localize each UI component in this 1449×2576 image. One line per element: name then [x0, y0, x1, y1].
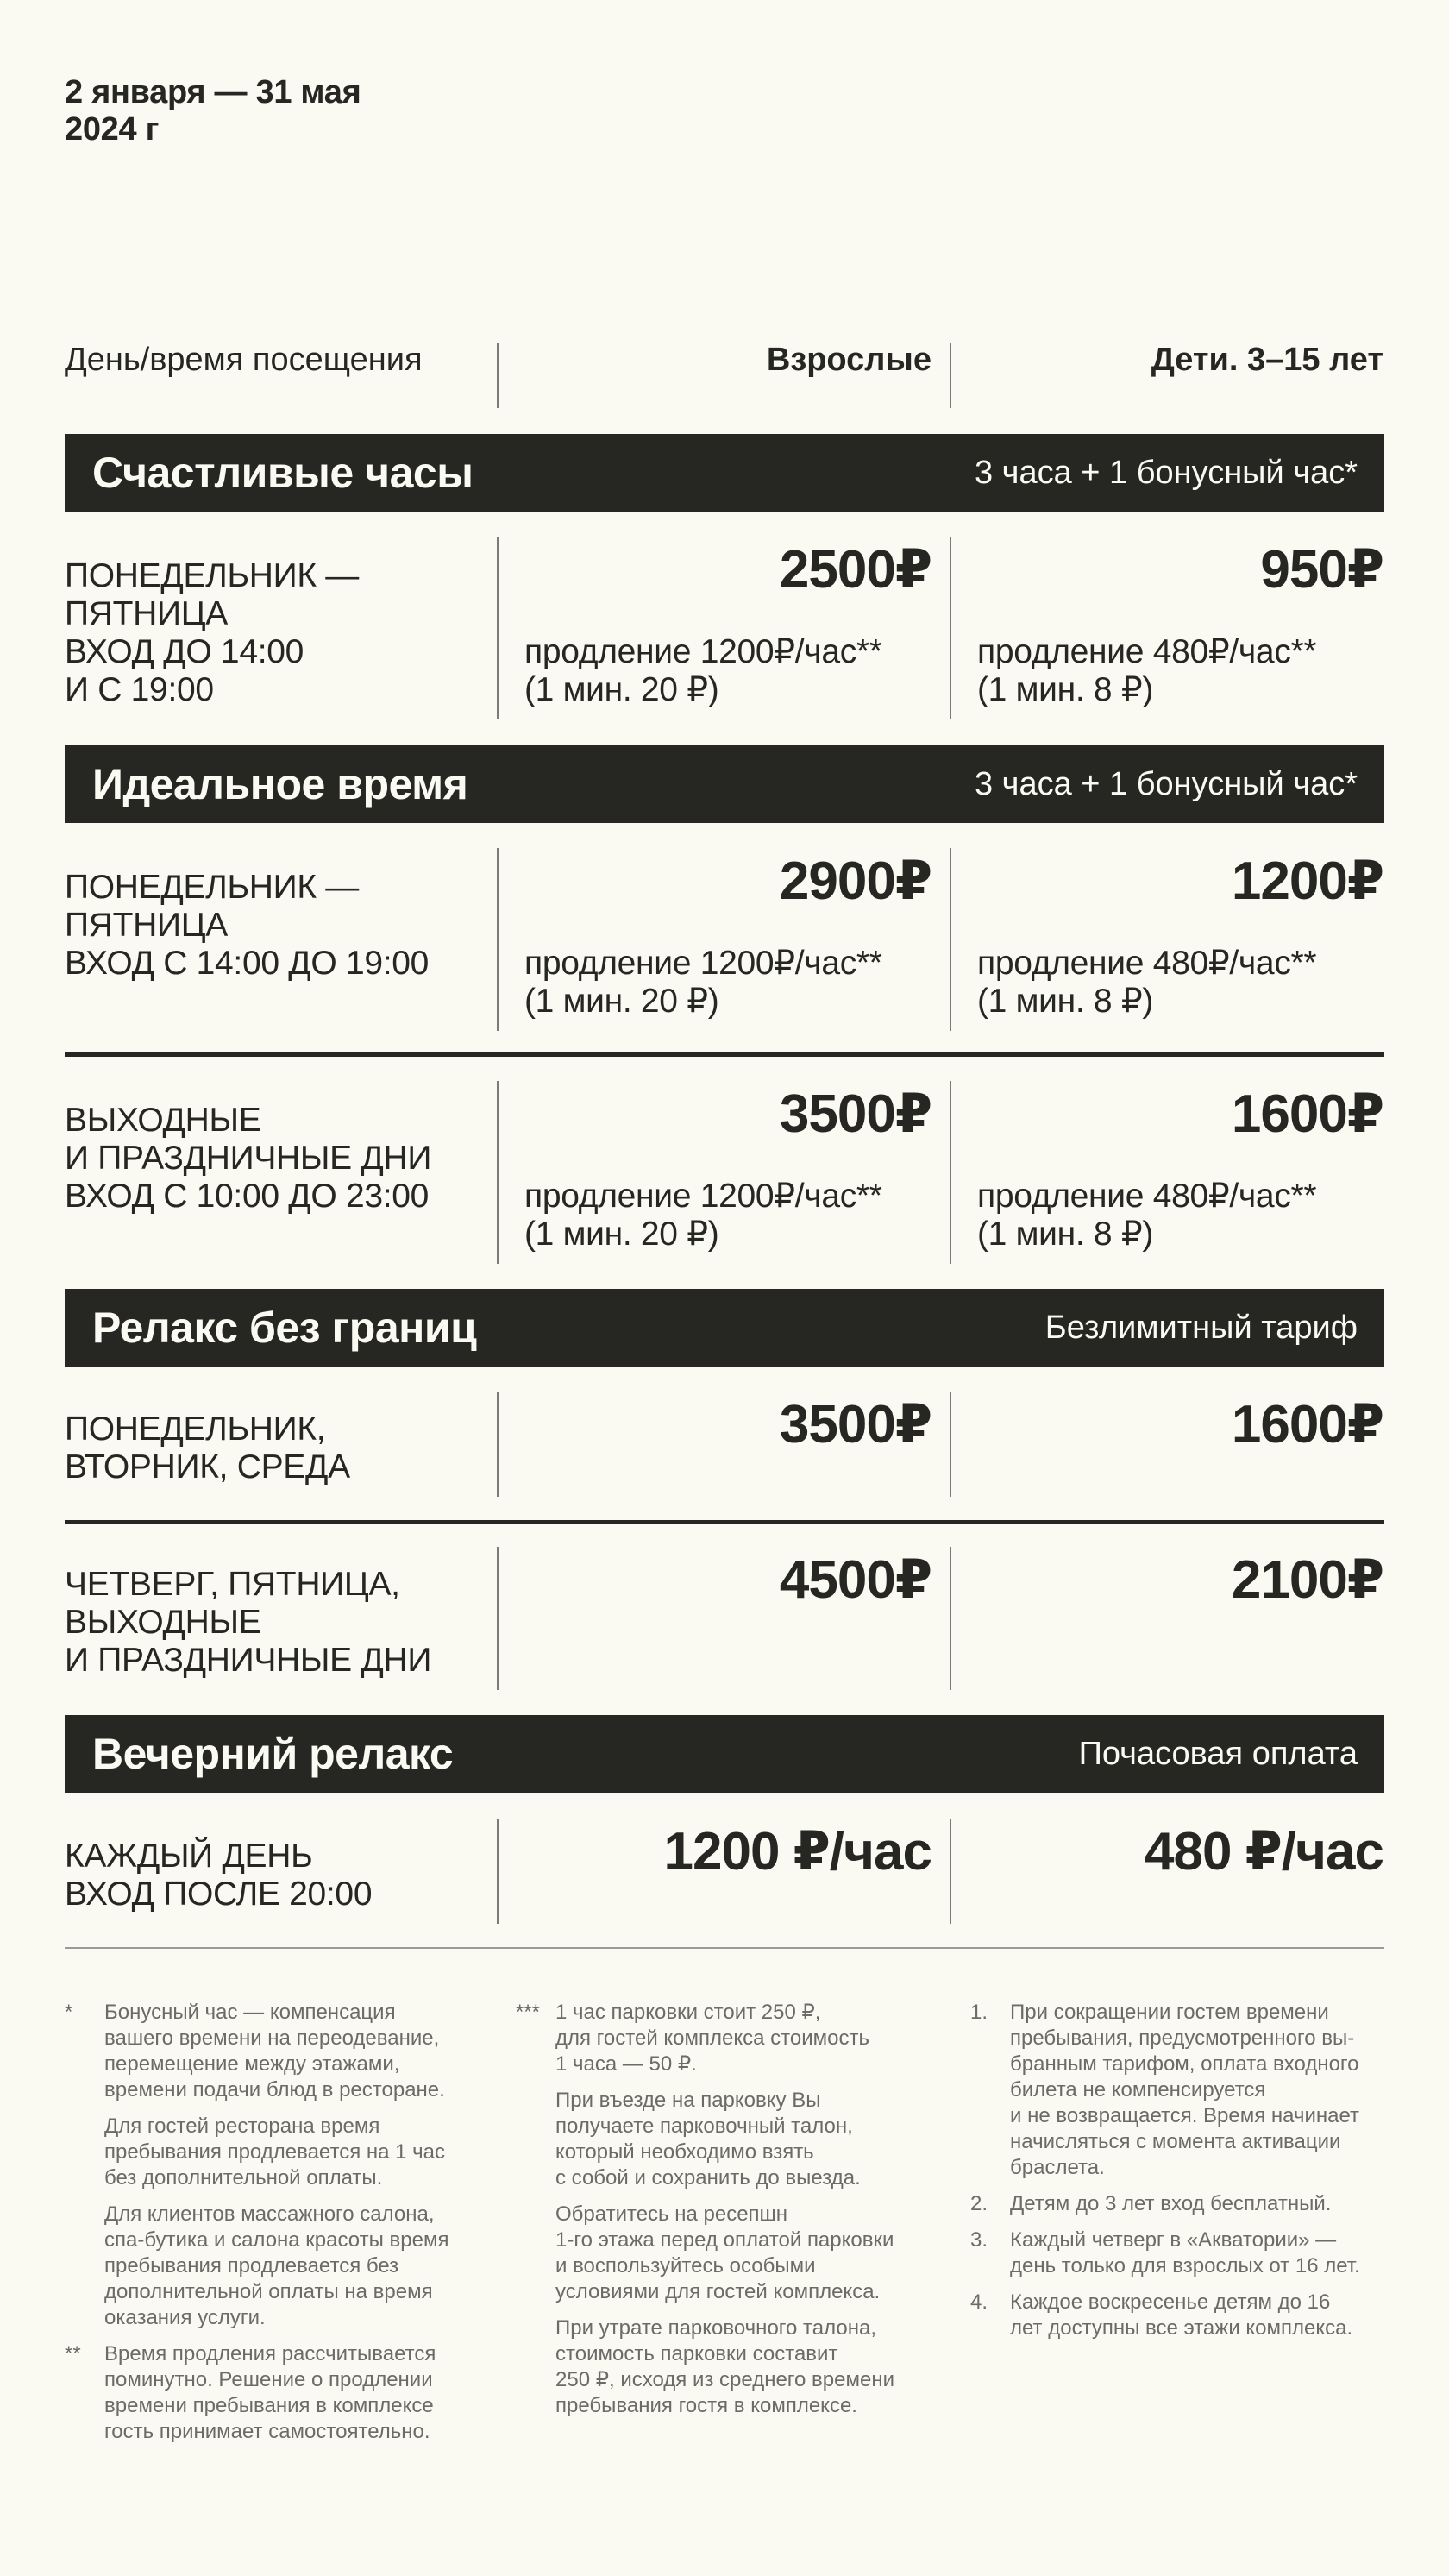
day-line: ВХОД ДО 14:00: [65, 633, 304, 670]
row-day-label: [65, 557, 359, 709]
footnote-line: получаете парковочный талон,: [555, 2114, 853, 2138]
footnote-paragraph: [104, 2000, 496, 2103]
footnote-line: Обратитесь на ресепшн: [555, 2202, 788, 2226]
column-divider: [497, 848, 499, 1031]
footnotes-column-2: [516, 2000, 947, 2429]
footnote-line: стоимость парковки составит: [555, 2342, 838, 2366]
section-bar-ideal-time: [65, 745, 1384, 823]
day-line: ВХОД ПОСЛЕ 20:00: [65, 1875, 373, 1913]
extension-per-minute: (1 мин. 20 ₽): [524, 1216, 719, 1253]
column-divider: [950, 343, 951, 408]
column-divider: [497, 1081, 499, 1264]
footnote-line: и воспользуйтесь особыми: [555, 2254, 816, 2278]
section-title: Вечерний релакс: [92, 1730, 454, 1778]
extension-per-minute: (1 мин. 8 ₽): [977, 1216, 1154, 1253]
column-divider: [950, 1392, 951, 1497]
footnote-line: Каждый четверг в «Акватории» —: [1010, 2228, 1337, 2252]
extension-rate: продление 1200₽/час**: [524, 633, 882, 670]
footnote-line: и не возвращается. Время начинает: [1010, 2104, 1360, 2127]
footnote-line: поминутно. Решение о продлении: [104, 2368, 433, 2391]
footnote-line: гость принимает самостоятельно.: [104, 2420, 430, 2443]
section-bar-evening-relax: [65, 1715, 1384, 1793]
kids-extension: [977, 633, 1316, 709]
footnote-paragraph: [1010, 2290, 1402, 2341]
footnote-paragraph: [104, 2202, 496, 2331]
footnote-paragraph: [555, 2000, 947, 2077]
row-day-label: [65, 869, 429, 983]
day-line: ПЯТНИЦА: [65, 595, 228, 632]
day-line: И ПРАЗДНИЧНЫЕ ДНИ: [65, 1140, 432, 1177]
row-day-label: [65, 1102, 431, 1216]
footnote-line: пребывания, предусмотренного вы-: [1010, 2026, 1355, 2050]
column-header-kids: Дети. 3–15 лет: [1151, 342, 1383, 378]
row-day-label: [65, 1566, 431, 1680]
column-divider: [950, 1547, 951, 1690]
extension-per-minute: (1 мин. 8 ₽): [977, 671, 1154, 708]
column-divider: [950, 537, 951, 719]
price-row: [0, 848, 1449, 1031]
footnote-line: для гостей комплекса стоимость: [555, 2026, 869, 2050]
period-heading: [65, 74, 361, 148]
kids-price: 480 ₽/час: [1145, 1822, 1383, 1882]
footnote-paragraph: [555, 2315, 947, 2419]
footnote-line: времени подачи блюд в ресторане.: [104, 2078, 445, 2102]
footnote-line: бранным тарифом, оплата входного: [1010, 2052, 1359, 2076]
section-title: Релакс без границ: [92, 1304, 477, 1352]
column-header-adult: Взрослые: [766, 342, 932, 378]
row-day-label: [65, 1838, 372, 1913]
section-subtitle: Безлимитный тариф: [1044, 1309, 1358, 1346]
period-dates: 2 января — 31 мая: [65, 74, 361, 110]
day-line: ВТОРНИК, СРЕДА: [65, 1448, 350, 1486]
footnote-line: оказания услуги.: [104, 2306, 266, 2329]
day-line: ПОНЕДЕЛЬНИК —: [65, 557, 360, 594]
row-separator: [65, 1052, 1384, 1057]
day-line: ЧЕТВЕРГ, ПЯТНИЦА,: [65, 1566, 400, 1603]
footnote-line: При утрате парковочного талона,: [555, 2316, 876, 2340]
extension-rate: продление 1200₽/час**: [524, 1178, 882, 1215]
footnote-line: Каждое воскресенье детям до 16: [1010, 2290, 1331, 2314]
footnote: [970, 2227, 1402, 2279]
footnote-line: Бонусный час — компенсация: [104, 2001, 396, 2024]
price-row: [0, 537, 1449, 719]
adult-extension: [524, 1178, 882, 1253]
day-line: КАЖДЫЙ ДЕНЬ: [65, 1838, 313, 1875]
price-row: [0, 1547, 1449, 1690]
footnote-line: браслета.: [1010, 2156, 1105, 2179]
footnote: [970, 2000, 1402, 2181]
price-row: [0, 1392, 1449, 1497]
adult-price: 4500₽: [779, 1550, 932, 1610]
footnote-line: дополнительной оплаты на время: [104, 2280, 433, 2303]
footnote-line: пребывания продлевается без: [104, 2254, 399, 2278]
extension-rate: продление 1200₽/час**: [524, 945, 882, 982]
section-bar-happy-hours: [65, 434, 1384, 512]
footnote-line: с собой и сохранить до выезда.: [555, 2166, 861, 2190]
extension-per-minute: (1 мин. 20 ₽): [524, 671, 719, 708]
footnote-paragraph: [555, 2202, 947, 2305]
row-day-label: [65, 1411, 350, 1486]
footnote-line: перемещение между этажами,: [104, 2052, 400, 2076]
footnote-paragraph: [555, 2088, 947, 2191]
adult-extension: [524, 633, 882, 709]
footnote-line: Для гостей ресторана время: [104, 2114, 380, 2138]
footnote-marker: 1.: [970, 2001, 988, 2024]
section-subtitle: 3 часа + 1 бонусный час*: [974, 454, 1358, 491]
adult-extension: [524, 945, 882, 1021]
period-year: 2024 г: [65, 111, 160, 148]
footnote-marker: 4.: [970, 2290, 988, 2314]
column-divider: [497, 1547, 499, 1690]
footnote-paragraph: [1010, 2000, 1402, 2181]
kids-price: 1600₽: [1231, 1084, 1383, 1144]
kids-extension: [977, 1178, 1316, 1253]
footnotes-divider: [65, 1947, 1384, 1949]
footnote-marker: ***: [516, 2001, 541, 2024]
footnote-line: пребывания гостя в комплексе.: [555, 2394, 857, 2417]
column-divider: [497, 1392, 499, 1497]
day-line: ПОНЕДЕЛЬНИК,: [65, 1411, 326, 1448]
day-line: ВХОД С 10:00 ДО 23:00: [65, 1178, 430, 1215]
footnote-marker: **: [65, 2342, 81, 2366]
footnote-line: 1 час парковки стоит 250 ₽,: [555, 2001, 821, 2024]
column-divider: [497, 343, 499, 408]
footnote-line: Детям до 3 лет вход бесплатный.: [1010, 2192, 1332, 2215]
day-line: ПЯТНИЦА: [65, 907, 228, 944]
footnote: [65, 2000, 496, 2331]
section-bar-unlimited-relax: [65, 1289, 1384, 1367]
kids-price: 2100₽: [1231, 1550, 1383, 1610]
extension-per-minute: (1 мин. 8 ₽): [977, 983, 1154, 1020]
column-divider: [497, 537, 499, 719]
footnote-line: условиями для гостей комплекса.: [555, 2280, 881, 2303]
day-line: ПОНЕДЕЛЬНИК —: [65, 869, 360, 906]
footnote-marker: *: [65, 2001, 73, 2024]
footnotes-column-1: [65, 2000, 496, 2455]
footnote: [970, 2191, 1402, 2217]
section-subtitle: 3 часа + 1 бонусный час*: [974, 765, 1358, 802]
footnote-paragraph: [104, 2114, 496, 2191]
footnote: [65, 2341, 496, 2445]
extension-rate: продление 480₽/час**: [977, 1178, 1317, 1215]
adult-price: 2900₽: [779, 851, 932, 911]
section-title: Идеальное время: [92, 760, 468, 808]
footnote-line: времени пребывания в комплексе: [104, 2394, 434, 2417]
extension-rate: продление 480₽/час**: [977, 633, 1317, 670]
footnotes-column-3: [970, 2000, 1402, 2352]
footnote-paragraph: [1010, 2191, 1402, 2217]
extension-rate: продление 480₽/час**: [977, 945, 1317, 982]
adult-price: 3500₽: [779, 1395, 932, 1454]
footnote-line: лет доступны все этажи комплекса.: [1010, 2316, 1353, 2340]
footnote-marker: 3.: [970, 2228, 988, 2252]
footnote-line: начисляться с момента активации: [1010, 2130, 1341, 2153]
row-separator: [65, 1520, 1384, 1524]
footnote-line: 250 ₽, исходя из среднего времени: [555, 2368, 894, 2391]
footnote-paragraph: [104, 2341, 496, 2445]
column-divider: [950, 1081, 951, 1264]
column-divider: [950, 848, 951, 1031]
footnote-line: без дополнительной оплаты.: [104, 2166, 383, 2190]
adult-price: 1200 ₽/час: [663, 1822, 932, 1882]
day-line: ВЫХОДНЫЕ: [65, 1604, 261, 1641]
kids-extension: [977, 945, 1316, 1021]
footnote-line: день только для взрослых от 16 лет.: [1010, 2254, 1360, 2278]
footnote-marker: 2.: [970, 2192, 988, 2215]
footnote-line: билета не компенсируется: [1010, 2078, 1266, 2102]
footnote-line: 1-го этажа перед оплатой парковки: [555, 2228, 894, 2252]
footnote-line: пребывания продлевается на 1 час: [104, 2140, 445, 2164]
section-title: Счастливые часы: [92, 449, 474, 497]
section-subtitle: Почасовая оплата: [1078, 1735, 1358, 1772]
day-line: ВХОД С 14:00 ДО 19:00: [65, 945, 430, 982]
day-line: И С 19:00: [65, 671, 214, 708]
column-header-day: День/время посещения: [65, 342, 423, 378]
column-divider: [497, 1819, 499, 1924]
footnote-line: спа-бутика и салона красоты время: [104, 2228, 449, 2252]
footnote-line: При въезде на парковку Вы: [555, 2089, 821, 2112]
adult-price: 3500₽: [779, 1084, 932, 1144]
day-line: И ПРАЗДНИЧНЫЕ ДНИ: [65, 1642, 432, 1679]
footnote-line: Время продления рассчитывается: [104, 2342, 436, 2366]
price-row: [0, 1081, 1449, 1264]
footnote-paragraph: [1010, 2227, 1402, 2279]
footnote-line: При сокращении гостем времени: [1010, 2001, 1329, 2024]
footnote-line: Для клиентов массажного салона,: [104, 2202, 435, 2226]
extension-per-minute: (1 мин. 20 ₽): [524, 983, 719, 1020]
footnote-line: вашего времени на переодевание,: [104, 2026, 440, 2050]
kids-price: 1200₽: [1231, 851, 1383, 911]
column-divider: [950, 1819, 951, 1924]
footnote: [970, 2290, 1402, 2341]
footnote-line: 1 часа — 50 ₽.: [555, 2052, 697, 2076]
kids-price: 950₽: [1260, 540, 1383, 600]
kids-price: 1600₽: [1231, 1395, 1383, 1454]
price-row: [0, 1819, 1449, 1924]
footnote: [516, 2000, 947, 2419]
adult-price: 2500₽: [779, 540, 932, 600]
footnote-line: который необходимо взять: [555, 2140, 814, 2164]
day-line: ВЫХОДНЫЕ: [65, 1102, 261, 1139]
